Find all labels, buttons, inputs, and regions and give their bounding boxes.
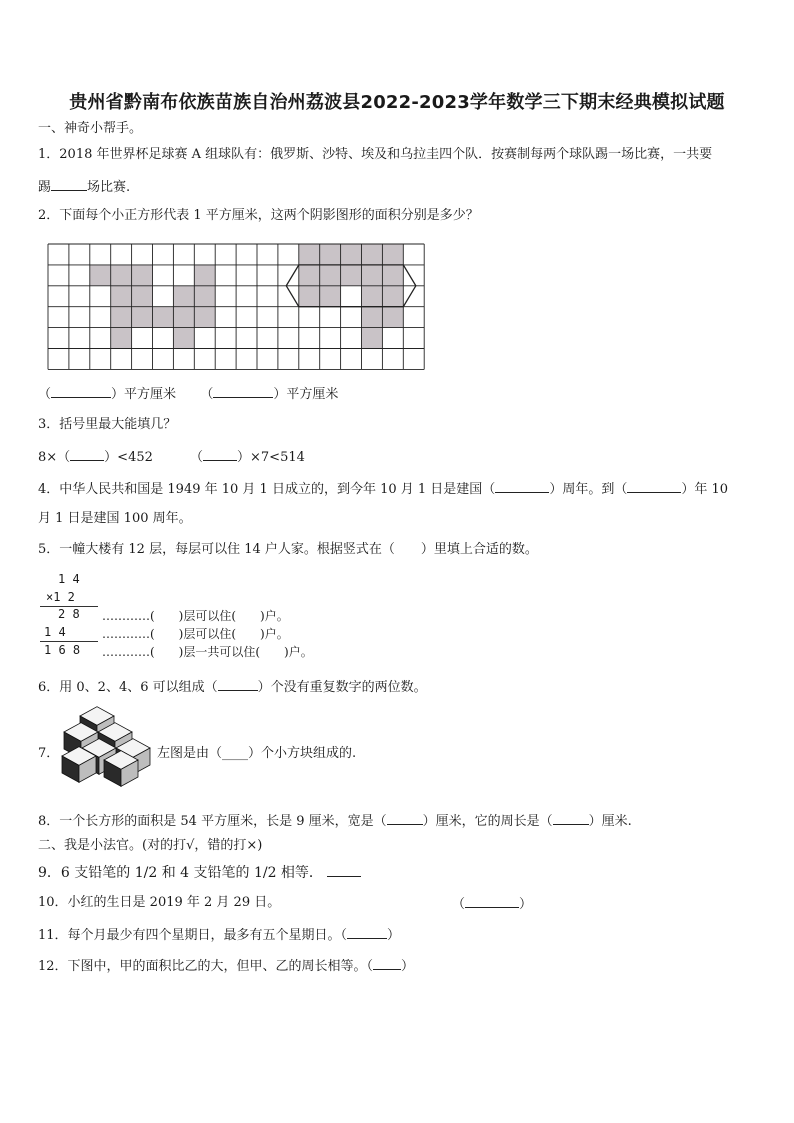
- question-7-number: 7．: [38, 746, 60, 761]
- q4-text-c: ）年 10: [681, 482, 729, 497]
- question-2-answers: （ ）平方厘米 （ ）平方厘米: [38, 387, 339, 402]
- answer-blank[interactable]: [327, 864, 361, 877]
- q6-text-a: 6．用 0、2、4、6 可以组成（: [38, 680, 218, 695]
- shaded-cell: [320, 244, 341, 265]
- q8-text-a: 8．一个长方形的面积是 54 平方厘米，长是 9 厘米，宽是（: [38, 814, 387, 829]
- shaded-cell: [320, 265, 341, 286]
- calc-rule-2: [40, 641, 98, 642]
- shaded-cell: [111, 328, 132, 349]
- section-1-heading: 一、神奇小帮手。: [38, 121, 143, 136]
- question-8-text: [38, 812, 632, 830]
- shaded-cell: [132, 265, 153, 286]
- section-2-heading: 二、我是小法官。(对的打√，错的打×): [38, 838, 263, 853]
- shaded-cell: [320, 286, 341, 307]
- q4-text-a: 4．中华人民共和国是 1949 年 10 月 1 日成立的，到今年 10 月 1 日是建国（: [38, 482, 496, 497]
- shaded-cell: [90, 265, 111, 286]
- q1-text-b: 场比赛.: [87, 180, 131, 195]
- cube-stack-figure: [60, 704, 156, 794]
- q6-text-b: ）个没有重复数字的两位数。: [257, 680, 427, 695]
- shaded-cell: [194, 286, 215, 307]
- shaded-cell: [382, 244, 403, 265]
- page-title: 贵州省黔南布依族苗族自治州荔波县2022-2023学年数学三下期末经典模拟试题: [69, 92, 725, 113]
- calc-row-2: ×1 2: [46, 590, 75, 604]
- question-3-text: 3．括号里最大能填几？: [38, 417, 177, 432]
- shaded-cell: [362, 286, 383, 307]
- question-9-text: [38, 864, 361, 881]
- shaded-cell: [299, 265, 320, 286]
- paren-open: （: [452, 897, 466, 912]
- shaded-cell: [173, 286, 194, 307]
- question-3-expr-1: [38, 448, 153, 466]
- calc-note-3: …………( )层一共可以住( )户。: [102, 645, 313, 659]
- question-4-line2: 月 1 日是建国 100 周年。: [38, 511, 192, 526]
- q11-text: 11．每个月最少有四个星期日，最多有五个星期日。（: [38, 928, 348, 943]
- answer-blank-2[interactable]: [627, 480, 681, 493]
- calc-note-2: …………( )层可以住( )户。: [102, 627, 289, 641]
- shaded-cell: [362, 307, 383, 328]
- answer-blank[interactable]: [70, 448, 104, 461]
- answer-blank[interactable]: [373, 957, 401, 970]
- expr1-a: 8×（: [38, 450, 71, 465]
- shaded-cell: [341, 244, 362, 265]
- question-12-text: [38, 957, 414, 975]
- answer-blank-1[interactable]: [51, 385, 111, 398]
- shaded-cell: [173, 328, 194, 349]
- question-2-text: 2．下面每个小正方形代表 1 平方厘米，这两个阴影图形的面积分别是多少？: [38, 208, 479, 223]
- answer-blank-1[interactable]: [387, 812, 423, 825]
- question-5-text: 5．一幢大楼有 12 层，每层可以住 14 户人家。根据竖式在（ ）里填上合适的数。: [38, 542, 538, 557]
- paren-close: ）: [387, 928, 401, 943]
- calc-note-1: …………( )层可以住( )户。: [102, 609, 289, 623]
- paren-close: ）: [519, 897, 533, 912]
- q8-text-c: ）厘米.: [588, 814, 632, 829]
- expr2-a: （: [190, 450, 204, 465]
- shaded-cell: [173, 307, 194, 328]
- answer-blank[interactable]: [465, 895, 519, 908]
- shaded-cell: [362, 265, 383, 286]
- grid-figure: [48, 244, 428, 374]
- answer-unit-2: 平方厘米: [286, 387, 339, 402]
- paren-close: ）: [401, 959, 415, 974]
- question-3-expr-2: [190, 448, 305, 466]
- question-6-text: [38, 678, 427, 696]
- shaded-cell: [194, 265, 215, 286]
- shaded-cell: [111, 307, 132, 328]
- shaded-cell: [153, 307, 174, 328]
- shaded-cell: [132, 307, 153, 328]
- shaded-cell: [111, 286, 132, 307]
- answer-blank-2[interactable]: [213, 385, 273, 398]
- answer-blank[interactable]: [51, 178, 87, 191]
- question-1-line2: [38, 178, 130, 196]
- question-7-text: 左图是由（____）个小方块组成的.: [157, 746, 357, 761]
- calc-row-1: 1 4: [58, 572, 80, 586]
- answer-blank-1[interactable]: [495, 480, 549, 493]
- expr2-b: ）×7<514: [237, 450, 305, 465]
- shaded-cell: [132, 286, 153, 307]
- shaded-cell: [194, 307, 215, 328]
- shaded-cell: [382, 265, 403, 286]
- q1-text-a: 踢: [38, 180, 52, 195]
- shaded-cell: [382, 286, 403, 307]
- shaded-cell: [362, 328, 383, 349]
- calc-row-4: 1 4: [44, 625, 66, 639]
- shaded-cell: [299, 286, 320, 307]
- calc-row-5: 1 6 8: [44, 643, 81, 657]
- answer-blank-2[interactable]: [553, 812, 589, 825]
- shaded-cell: [362, 244, 383, 265]
- answer-blank[interactable]: [218, 678, 258, 691]
- question-10-answer: [452, 895, 532, 913]
- question-1-line1: 1．2018 年世界杯足球赛 A 组球队有：俄罗斯、沙特、埃及和乌拉圭四个队．按赛制每两个球队踢一场比赛，一共要: [38, 147, 713, 162]
- shaded-cell: [111, 265, 132, 286]
- answer-unit-1: 平方厘米: [124, 387, 177, 402]
- shaded-cell: [341, 265, 362, 286]
- answer-blank[interactable]: [347, 926, 387, 939]
- q8-text-b: ）厘米，它的周长是（: [422, 814, 553, 829]
- q9-text: 9．6 支铅笔的 1/2 和 4 支铅笔的 1/2 相等．: [38, 865, 323, 881]
- calc-row-3: 2 8: [58, 607, 80, 621]
- question-10-text: 10．小红的生日是 2019 年 2 月 29 日。: [38, 895, 281, 910]
- q4-text-b: ）周年。到（: [549, 482, 628, 497]
- q12-text: 12．下图中，甲的面积比乙的大，但甲、乙的周长相等。（: [38, 959, 374, 974]
- shaded-cell: [382, 307, 403, 328]
- question-4-line1: [38, 480, 728, 498]
- expr1-b: ）<452: [104, 450, 153, 465]
- question-11-text: [38, 926, 400, 944]
- shaded-cell: [299, 244, 320, 265]
- answer-blank[interactable]: [203, 448, 237, 461]
